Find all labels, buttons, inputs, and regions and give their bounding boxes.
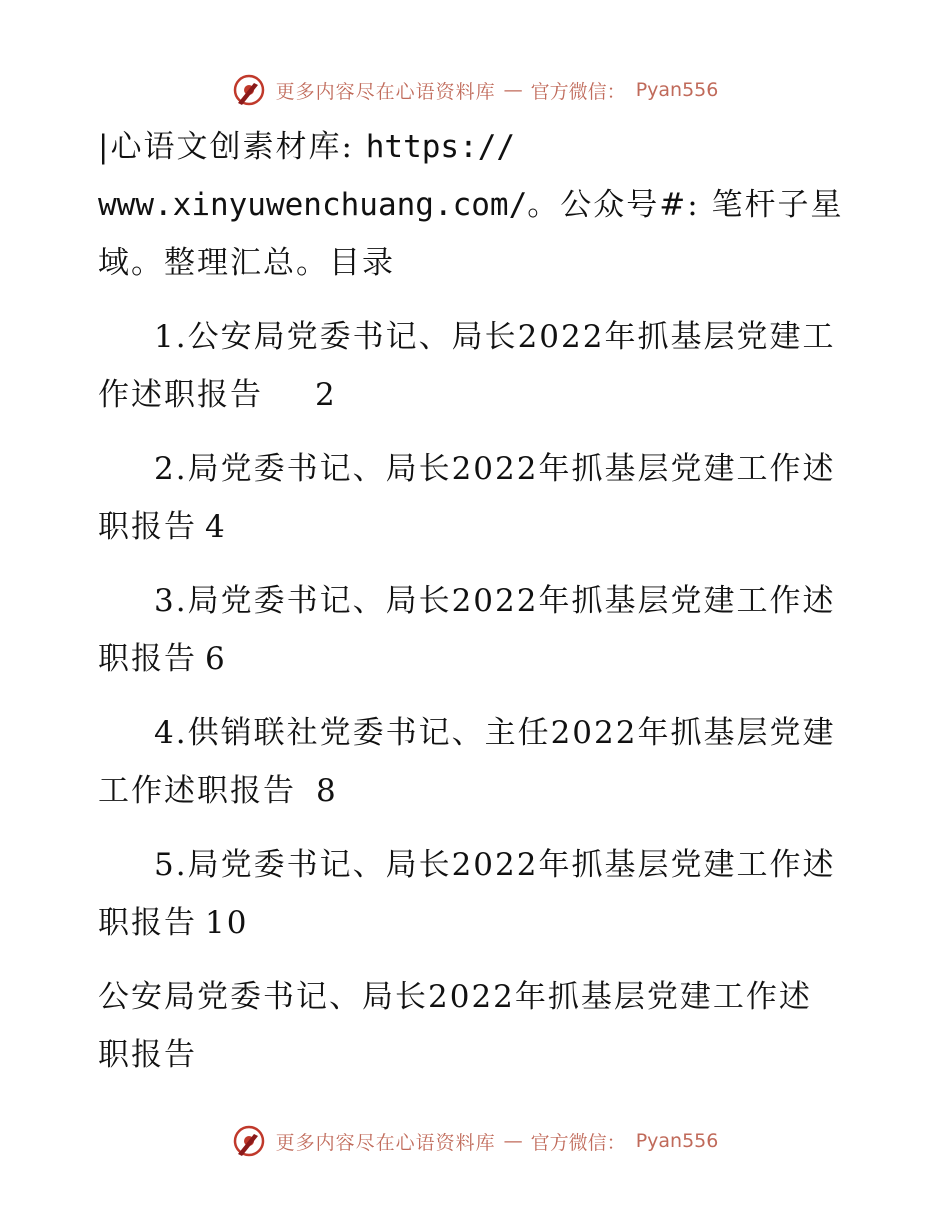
banner-wechat-id: Pyan556	[635, 79, 719, 101]
toc-item-4	[98, 704, 858, 820]
toc-item-page: 2	[315, 377, 337, 413]
toc-item-title: 4.供销联社党委书记、主任2022年抓基层党建	[154, 715, 836, 751]
toc-item-title-tail: 职报告	[98, 905, 197, 941]
toc-item-title: 3.局党委书记、局长2022年抓基层党建工作述	[154, 583, 836, 619]
intro-line-3: 域。整理汇总。目录	[98, 245, 395, 281]
toc-item-title-cont	[98, 498, 858, 556]
toc-item-title-cont	[98, 894, 858, 952]
banner-text: 更多内容尽在心语资料库	[275, 80, 496, 103]
toc-item-page: 4	[205, 509, 227, 545]
banner-text: 更多内容尽在心语资料库	[275, 1131, 496, 1154]
intro-url-part-1: https://	[365, 129, 516, 165]
pen-logo-icon	[232, 1124, 266, 1158]
toc-item-title-cont	[98, 762, 858, 820]
toc-item-title-cont	[98, 366, 858, 424]
toc-item-title-tail: 职报告	[98, 509, 197, 545]
intro-line-1	[98, 118, 858, 176]
document-body	[98, 118, 858, 1084]
header-banner	[0, 70, 950, 110]
toc-item-page: 8	[316, 773, 338, 809]
toc-item-title-tail: 职报告	[98, 641, 197, 677]
toc-item-5	[98, 836, 858, 952]
intro-label: |心语文创素材库:	[98, 129, 366, 165]
toc-item-title-tail: 工作述职报告	[98, 773, 296, 809]
banner-wechat-label: 官方微信：	[530, 1131, 626, 1154]
footer-banner	[0, 1121, 950, 1161]
toc-item-page: 6	[205, 641, 227, 677]
intro-line-2	[98, 176, 858, 234]
toc-item-title: 5.局党委书记、局长2022年抓基层党建工作述	[154, 847, 836, 883]
intro-wechat-account: 。公众号#: 笔杆子星	[527, 187, 844, 223]
pen-logo-icon	[232, 73, 266, 107]
banner-wechat-id: Pyan556	[635, 1130, 719, 1152]
toc-item-title: 2.局党委书记、局长2022年抓基层党建工作述	[154, 451, 836, 487]
section-heading-line-2: 职报告	[98, 1037, 197, 1073]
intro-url-part-2: www.xinyuwenchuang.com/	[98, 187, 528, 223]
toc-item-page: 10	[205, 905, 249, 941]
toc-item-title: 1.公安局党委书记、局长2022年抓基层党建工	[154, 319, 836, 355]
banner-dash: —	[503, 1130, 523, 1152]
toc-item-title-tail: 作述职报告	[98, 377, 263, 413]
banner-wechat-label: 官方微信：	[530, 80, 626, 103]
toc-item-2	[98, 440, 858, 556]
toc-item-title-cont	[98, 630, 858, 688]
section-heading-line-1: 公安局党委书记、局长2022年抓基层党建工作述	[98, 979, 812, 1015]
toc-item-3	[98, 572, 858, 688]
banner-dash: —	[503, 79, 523, 101]
toc-item-1	[98, 308, 858, 424]
